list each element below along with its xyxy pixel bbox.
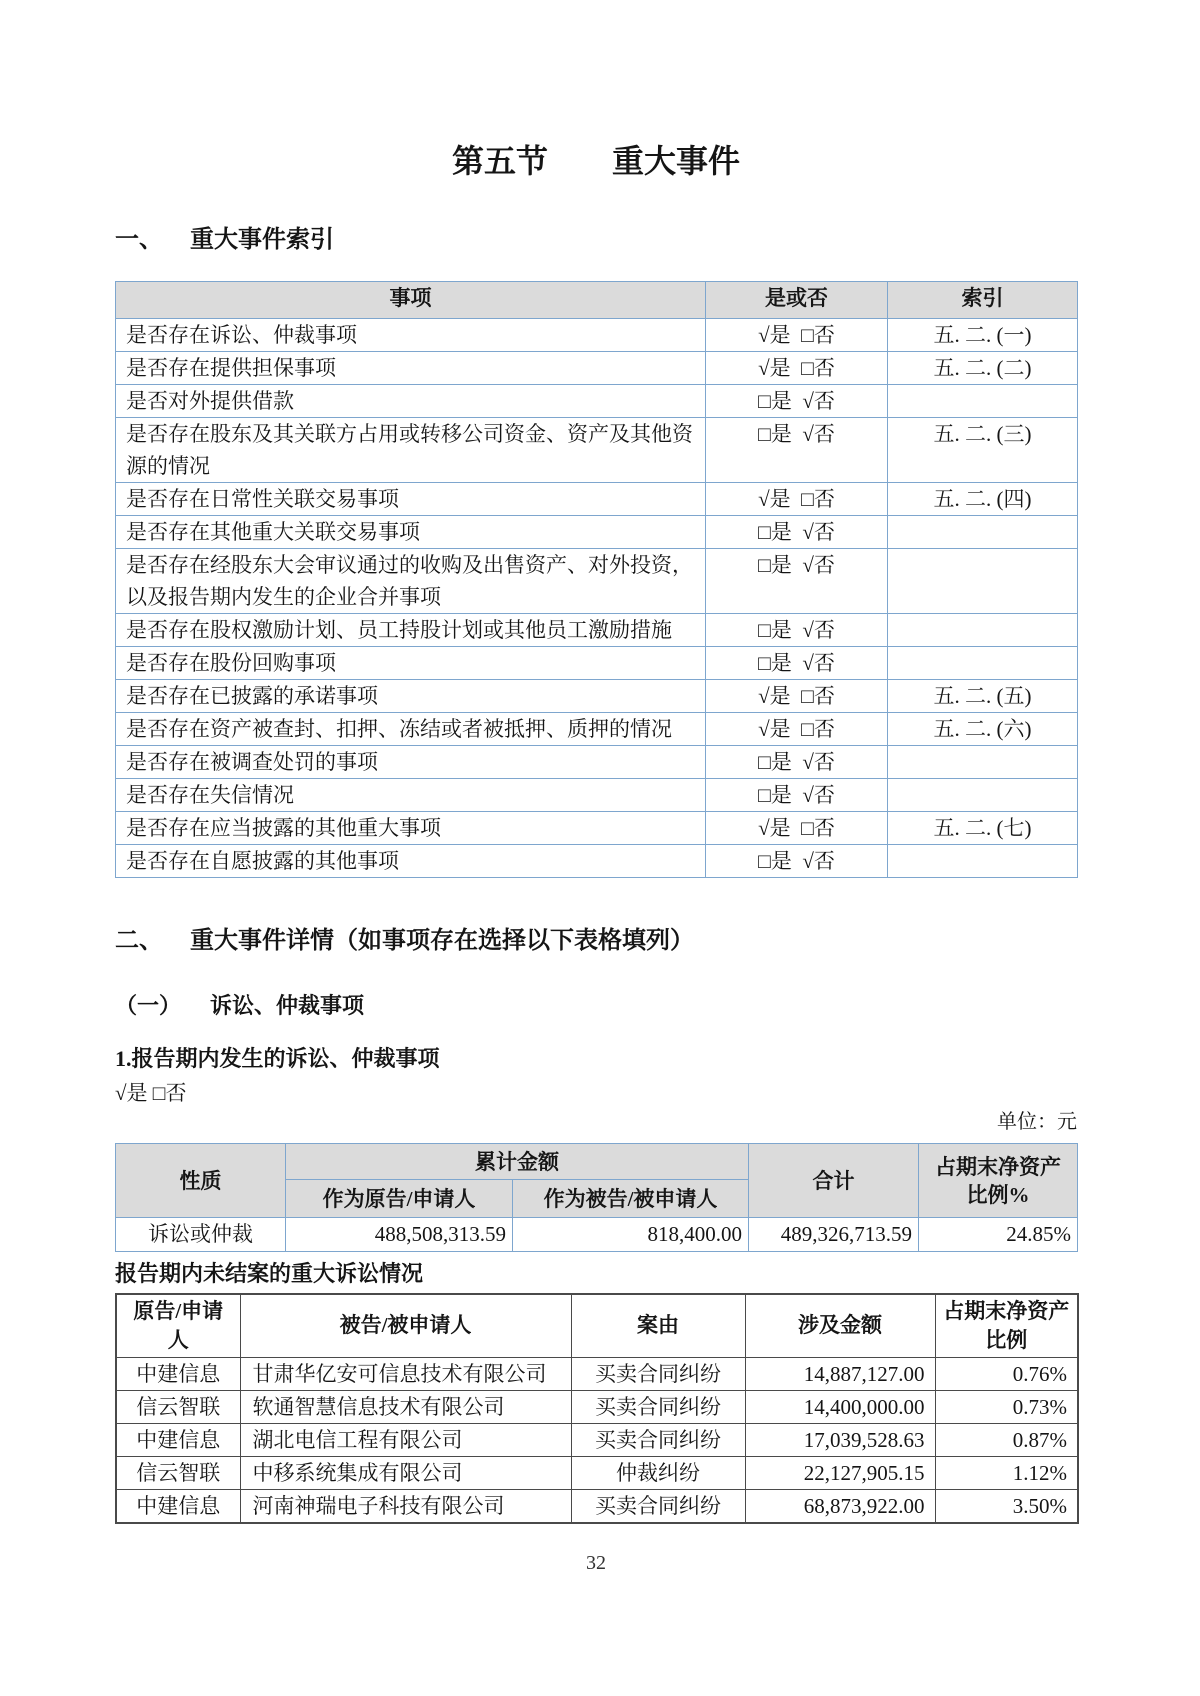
table-row — [116, 713, 1078, 746]
item-cell: 是否存在诉讼、仲裁事项 — [116, 319, 706, 352]
litigation-occurred-title: 1.报告期内发生的诉讼、仲裁事项 — [115, 1046, 440, 1071]
plaintiff-cell: 信云智联 — [116, 1390, 240, 1423]
col-header-nature: 性质 — [116, 1144, 286, 1218]
ratio-cell: 0.73% — [935, 1390, 1078, 1423]
table-row — [116, 549, 1078, 614]
col-header-item: 事项 — [116, 282, 706, 319]
section-title: 重大事件详情（如事项存在选择以下表格填列） — [190, 928, 694, 954]
item-cell: 是否存在被调查处罚的事项 — [116, 746, 706, 779]
cause-cell: 买卖合同纠纷 — [571, 1423, 745, 1456]
table-row — [116, 1390, 1078, 1423]
defendant-cell: 河南神瑞电子科技有限公司 — [240, 1489, 571, 1523]
section-number: 一、 — [115, 227, 163, 253]
index-cell: 五. 二. (六) — [888, 713, 1078, 746]
index-cell — [888, 779, 1078, 812]
section-title: 重大事件索引 — [190, 227, 334, 253]
defendant-cell: 软通智慧信息技术有限公司 — [240, 1390, 571, 1423]
ratio-cell: 24.85% — [919, 1218, 1078, 1252]
index-cell: 五. 二. (五) — [888, 680, 1078, 713]
item-cell: 是否存在其他重大关联交易事项 — [116, 516, 706, 549]
litigation-summary-table — [115, 1143, 1078, 1252]
answer-cell: √是 □否 — [706, 713, 888, 746]
table-row — [116, 1357, 1078, 1390]
index-cell: 五. 二. (三) — [888, 418, 1078, 483]
item-cell: 是否存在应当披露的其他重大事项 — [116, 812, 706, 845]
item-cell: 是否存在股权激励计划、员工持股计划或其他员工激励措施 — [116, 614, 706, 647]
defendant-cell: 甘肃华亿安可信息技术有限公司 — [240, 1357, 571, 1390]
table-row — [116, 1423, 1078, 1456]
answer-cell: □是 √否 — [706, 549, 888, 614]
cause-cell: 买卖合同纠纷 — [571, 1390, 745, 1423]
subsection-title: 诉讼、仲裁事项 — [210, 993, 365, 1018]
cause-cell: 仲裁纠纷 — [571, 1456, 745, 1489]
answer-cell: □是 √否 — [706, 746, 888, 779]
cause-cell: 买卖合同纠纷 — [571, 1489, 745, 1523]
answer-cell: □是 √否 — [706, 779, 888, 812]
col-header-ratio: 占期末净资产比例% — [919, 1144, 1078, 1218]
table-row — [116, 845, 1078, 878]
table-row — [116, 1456, 1078, 1489]
item-cell: 是否存在自愿披露的其他事项 — [116, 845, 706, 878]
col-header-defendant: 被告/被申请人 — [240, 1294, 571, 1357]
page-title: 第五节 重大事件 — [451, 143, 740, 179]
index-cell: 五. 二. (七) — [888, 812, 1078, 845]
index-cell: 五. 二. (四) — [888, 483, 1078, 516]
col-header-yesno: 是或否 — [706, 282, 888, 319]
answer-cell: □是 √否 — [706, 647, 888, 680]
index-cell — [888, 385, 1078, 418]
col-header-plaintiff: 原告/申请人 — [116, 1294, 240, 1357]
litigation-occurred-answer: √是 □否 — [115, 1081, 187, 1105]
section-heading-index — [115, 225, 1077, 255]
as-defendant-amount-cell: 818,400.00 — [513, 1218, 749, 1252]
pending-litigation-table — [115, 1293, 1079, 1524]
plaintiff-cell: 中建信息 — [116, 1357, 240, 1390]
ratio-cell: 3.50% — [935, 1489, 1078, 1523]
page-number: 32 — [586, 1552, 606, 1574]
item-cell: 是否存在股份回购事项 — [116, 647, 706, 680]
col-header-index: 索引 — [888, 282, 1078, 319]
defendant-cell: 湖北电信工程有限公司 — [240, 1423, 571, 1456]
amount-cell: 68,873,922.00 — [745, 1489, 935, 1523]
index-cell — [888, 516, 1078, 549]
section-number: 二、 — [115, 928, 163, 954]
answer-cell: √是 □否 — [706, 483, 888, 516]
pending-litigation-title: 报告期内未结案的重大诉讼情况 — [115, 1261, 424, 1286]
table-row — [116, 1218, 1078, 1252]
item-cell: 是否存在提供担保事项 — [116, 352, 706, 385]
col-header-as-defendant: 作为被告/被申请人 — [513, 1180, 749, 1218]
index-cell: 五. 二. (一) — [888, 319, 1078, 352]
table-row — [116, 812, 1078, 845]
table-row — [116, 483, 1078, 516]
table-row — [116, 352, 1078, 385]
table-row — [116, 614, 1078, 647]
table-row — [116, 779, 1078, 812]
table-row — [116, 1489, 1078, 1523]
table-row — [116, 385, 1078, 418]
answer-cell: □是 √否 — [706, 614, 888, 647]
index-cell: 五. 二. (二) — [888, 352, 1078, 385]
item-cell: 是否存在已披露的承诺事项 — [116, 680, 706, 713]
table-row — [116, 319, 1078, 352]
nature-cell: 诉讼或仲裁 — [116, 1218, 286, 1252]
col-header-cumulative: 累计金额 — [286, 1144, 749, 1180]
table-row — [116, 418, 1078, 483]
answer-cell: □是 √否 — [706, 845, 888, 878]
table-row — [116, 647, 1078, 680]
cause-cell: 买卖合同纠纷 — [571, 1357, 745, 1390]
plaintiff-cell: 信云智联 — [116, 1456, 240, 1489]
table-row — [116, 516, 1078, 549]
plaintiff-cell: 中建信息 — [116, 1489, 240, 1523]
ratio-cell: 0.76% — [935, 1357, 1078, 1390]
answer-cell: √是 □否 — [706, 812, 888, 845]
page-content — [115, 0, 1077, 1524]
answer-cell: √是 □否 — [706, 352, 888, 385]
index-cell — [888, 845, 1078, 878]
item-cell: 是否存在经股东大会审议通过的收购及出售资产、对外投资，以及报告期内发生的企业合并事项 — [116, 549, 706, 614]
col-header-total: 合计 — [749, 1144, 919, 1218]
item-cell: 是否存在股东及其关联方占用或转移公司资金、资产及其他资源的情况 — [116, 418, 706, 483]
col-header-as-plaintiff: 作为原告/申请人 — [286, 1180, 513, 1218]
index-cell — [888, 647, 1078, 680]
item-cell: 是否存在资产被查封、扣押、冻结或者被抵押、质押的情况 — [116, 713, 706, 746]
amount-cell: 14,400,000.00 — [745, 1390, 935, 1423]
col-header-ratio: 占期末净资产比例 — [935, 1294, 1078, 1357]
table-header-row — [116, 1294, 1078, 1357]
col-header-cause: 案由 — [571, 1294, 745, 1357]
col-header-amount: 涉及金额 — [745, 1294, 935, 1357]
index-cell — [888, 746, 1078, 779]
amount-cell: 14,887,127.00 — [745, 1357, 935, 1390]
index-cell — [888, 549, 1078, 614]
amount-cell: 17,039,528.63 — [745, 1423, 935, 1456]
index-cell — [888, 614, 1078, 647]
defendant-cell: 中移系统集成有限公司 — [240, 1456, 571, 1489]
table-header-row — [116, 1144, 1078, 1180]
subsection-number: （一） — [115, 993, 182, 1018]
major-events-index-table — [115, 281, 1078, 878]
answer-cell: □是 √否 — [706, 516, 888, 549]
section-heading-details — [115, 926, 1077, 956]
table-row — [116, 680, 1078, 713]
answer-cell: □是 √否 — [706, 385, 888, 418]
item-cell: 是否对外提供借款 — [116, 385, 706, 418]
item-cell: 是否存在日常性关联交易事项 — [116, 483, 706, 516]
answer-cell: √是 □否 — [706, 319, 888, 352]
table-header-row — [116, 282, 1078, 319]
ratio-cell: 0.87% — [935, 1423, 1078, 1456]
unit-label: 单位：元 — [997, 1111, 1077, 1133]
subsection-heading-litigation — [115, 992, 1077, 1020]
item-cell: 是否存在失信情况 — [116, 779, 706, 812]
ratio-cell: 1.12% — [935, 1456, 1078, 1489]
amount-cell: 22,127,905.15 — [745, 1456, 935, 1489]
table-row — [116, 746, 1078, 779]
total-amount-cell: 489,326,713.59 — [749, 1218, 919, 1252]
plaintiff-cell: 中建信息 — [116, 1423, 240, 1456]
answer-cell: □是 √否 — [706, 418, 888, 483]
answer-cell: √是 □否 — [706, 680, 888, 713]
as-plaintiff-amount-cell: 488,508,313.59 — [286, 1218, 513, 1252]
